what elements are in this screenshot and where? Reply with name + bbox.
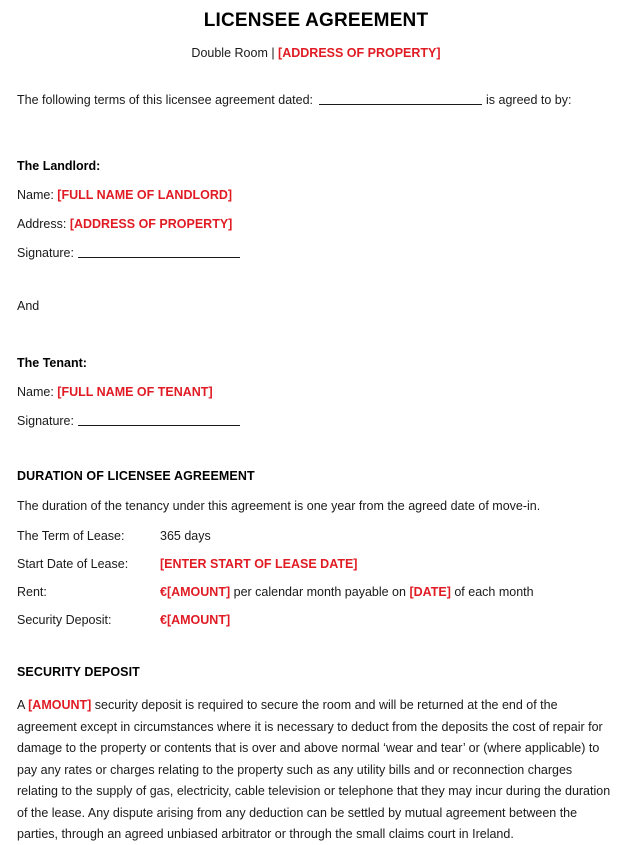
security-deposit-paragraph — [17, 695, 616, 845]
rent-suffix-text: of each month — [450, 585, 534, 599]
tenant-name-line — [17, 384, 615, 401]
page-title: LICENSEE AGREEMENT — [203, 10, 429, 31]
duration-row-deposit-value: €[AMOUNT] — [160, 613, 231, 627]
agreement-date-blank[interactable] — [319, 93, 482, 105]
subtitle-address-placeholder: [ADDRESS OF PROPERTY] — [278, 46, 441, 60]
tenant-signature-blank[interactable] — [78, 414, 240, 426]
conjunction-label: And — [17, 299, 40, 313]
security-deposit-para-body: security deposit is required to secure the room and will be returned at the end of the agreement except in circumstances where it is necessary to deduct from the deposits the cost of repair for damage to the property or contents that is over and above normal ‘wear and tear’ or (where applicable) to pay any rates or charges relating to the property such as any utility bills and or reconnection charges relating to the supply of gas, electricity, cable television or telephone that they may incur during the duration of the lease. Any dispute arising from any deduction can be settled by mutual agreement between the parties, through an agreed unbiased arbitrator or through the small claims court in Ireland. — [17, 698, 611, 841]
landlord-name-value: [FULL NAME OF LANDLORD] — [57, 188, 233, 202]
duration-row-term-label: The Term of Lease: — [17, 529, 125, 543]
duration-row-start-date-value: [ENTER START OF LEASE DATE] — [160, 557, 358, 571]
duration-row-deposit-label: Security Deposit: — [17, 613, 112, 627]
landlord-signature-label: Signature: — [17, 246, 74, 260]
tenant-signature-line — [17, 413, 615, 430]
landlord-name-label: Name: — [17, 188, 58, 202]
tenant-name-label: Name: — [17, 385, 58, 399]
rent-frequency-text: per calendar month payable on — [230, 585, 410, 599]
duration-heading: DURATION OF LICENSEE AGREEMENT — [17, 469, 255, 483]
security-deposit-section — [17, 664, 615, 845]
landlord-address-line — [17, 216, 615, 233]
duration-row-rent-label: Rent: — [17, 585, 47, 599]
landlord-block — [17, 158, 615, 262]
tenant-block — [17, 355, 615, 430]
rent-amount-placeholder: €[AMOUNT] — [160, 585, 231, 599]
duration-row-rent — [17, 584, 615, 601]
landlord-address-label: Address: — [17, 217, 70, 231]
duration-intro: The duration of the tenancy under this agreement is one year from the agreed date of move-in. — [17, 499, 541, 513]
duration-section — [17, 468, 615, 629]
conjunction-block — [17, 298, 615, 315]
agreement-date-suffix: is agreed to by: — [486, 93, 572, 107]
rent-date-placeholder: [DATE] — [409, 585, 451, 599]
document-subtitle — [17, 45, 615, 62]
duration-row-start-date-label: Start Date of Lease: — [17, 557, 129, 571]
landlord-signature-blank[interactable] — [78, 246, 240, 258]
duration-row-start-date — [17, 556, 615, 573]
tenant-signature-label: Signature: — [17, 414, 74, 428]
duration-row-rent-value — [160, 584, 615, 601]
security-deposit-heading: SECURITY DEPOSIT — [17, 665, 140, 679]
security-deposit-para-prefix: A — [17, 698, 29, 712]
subtitle-room-type: Double Room | — [191, 46, 279, 60]
landlord-name-line — [17, 187, 615, 204]
landlord-heading: The Landlord: — [17, 159, 101, 173]
duration-row-deposit — [17, 612, 615, 629]
landlord-signature-line — [17, 245, 615, 262]
tenant-name-value: [FULL NAME OF TENANT] — [57, 385, 213, 399]
landlord-address-value: [ADDRESS OF PROPERTY] — [69, 217, 233, 231]
duration-row-term — [17, 528, 615, 545]
tenant-heading: The Tenant: — [17, 356, 87, 370]
agreement-date-prefix: The following terms of this licensee agreement dated: — [17, 93, 313, 107]
security-deposit-amount-placeholder: [AMOUNT] — [28, 698, 92, 712]
agreement-date-line — [17, 92, 615, 109]
duration-row-term-value: 365 days — [160, 529, 211, 543]
